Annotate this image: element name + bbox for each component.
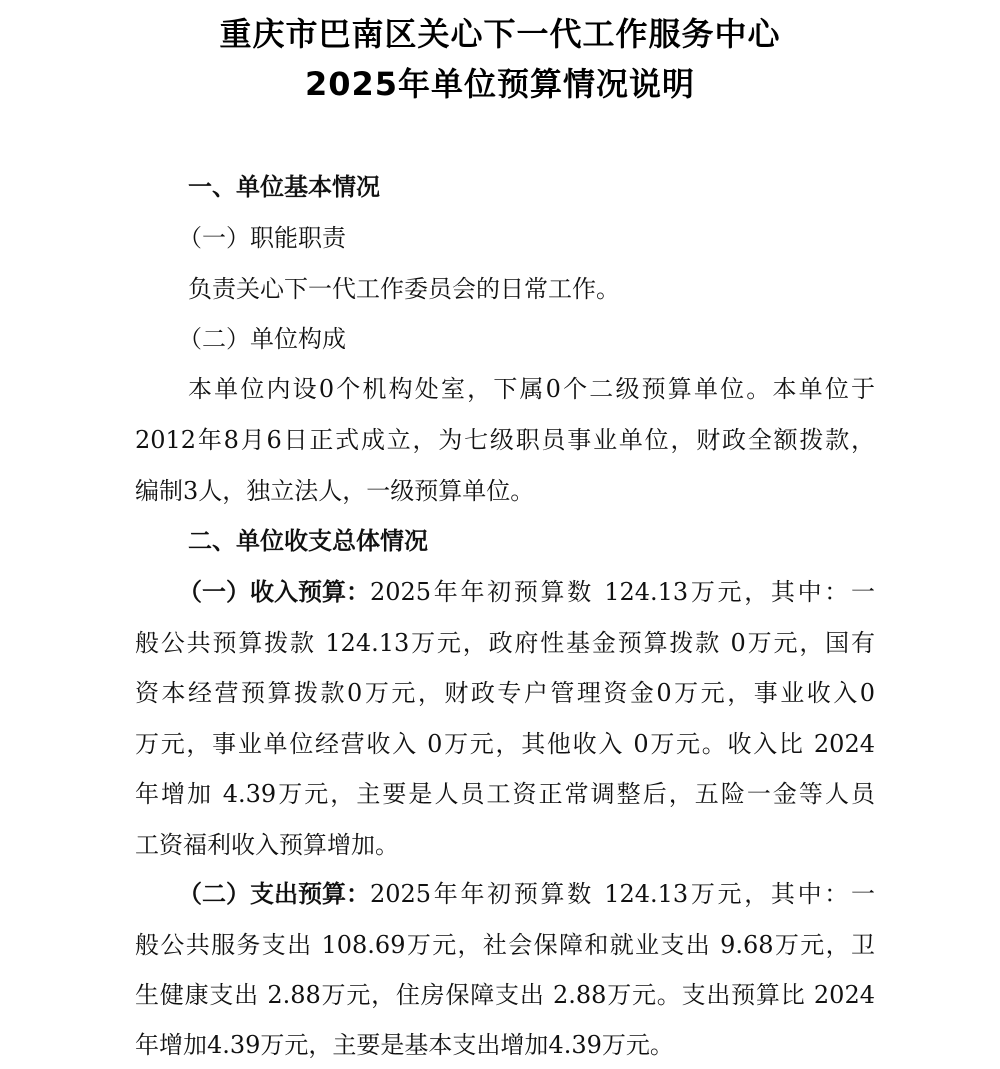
income-paragraph-line: 年增加 4.39万元，主要是人员工资正常调整后，五险一金等人员 [135, 780, 875, 808]
duties-paragraph: 负责关心下一代工作委员会的日常工作。 [188, 275, 620, 303]
section-heading-overall-budget: 二、单位收支总体情况 [188, 527, 428, 555]
document-title-line-1: 重庆市巴南区关心下一代工作服务中心 [219, 15, 781, 53]
expense-paragraph-line: 生健康支出 2.88万元，住房保障支出 2.88万元。支出预算比 2024 [135, 981, 875, 1009]
income-budget-label: （一）收入预算： [178, 578, 370, 606]
income-paragraph-line: 工资福利收入预算增加。 [135, 831, 399, 859]
income-paragraph-line: 万元，事业单位经营收入 0万元，其他收入 0万元。收入比 2024 [135, 730, 875, 758]
expense-paragraph-line: 般公共服务支出 108.69万元，社会保障和就业支出 9.68万元，卫 [135, 931, 875, 959]
composition-paragraph-line: 编制3人，独立法人，一级预算单位。 [135, 477, 535, 505]
expense-paragraph-first-line [178, 877, 875, 911]
expense-paragraph-line: 年增加4.39万元，主要是基本支出增加4.39万元。 [135, 1031, 674, 1059]
subsection-heading-duties: （一）职能职责 [178, 224, 346, 252]
section-heading-basic-info: 一、单位基本情况 [188, 173, 380, 201]
composition-paragraph-line: 本单位内设0个机构处室，下属0个二级预算单位。本单位于 [188, 375, 875, 403]
composition-paragraph-line: 2012年8月6日正式成立，为七级职员事业单位，财政全额拨款， [135, 426, 875, 454]
document-title-line-2: 2025年单位预算情况说明 [304, 65, 696, 103]
income-paragraph-line: 般公共预算拨款 124.13万元，政府性基金预算拨款 0万元，国有 [135, 629, 875, 657]
income-paragraph-first-line [178, 575, 875, 609]
income-paragraph-line: 资本经营预算拨款0万元，财政专户管理资金0万元，事业收入0 [135, 679, 875, 707]
expense-budget-label: （二）支出预算： [178, 880, 370, 908]
income-paragraph-line: 2025年年初预算数 124.13万元，其中：一 [370, 578, 875, 606]
expense-paragraph-line: 2025年年初预算数 124.13万元，其中：一 [370, 880, 875, 908]
subsection-heading-composition: （二）单位构成 [178, 325, 346, 353]
